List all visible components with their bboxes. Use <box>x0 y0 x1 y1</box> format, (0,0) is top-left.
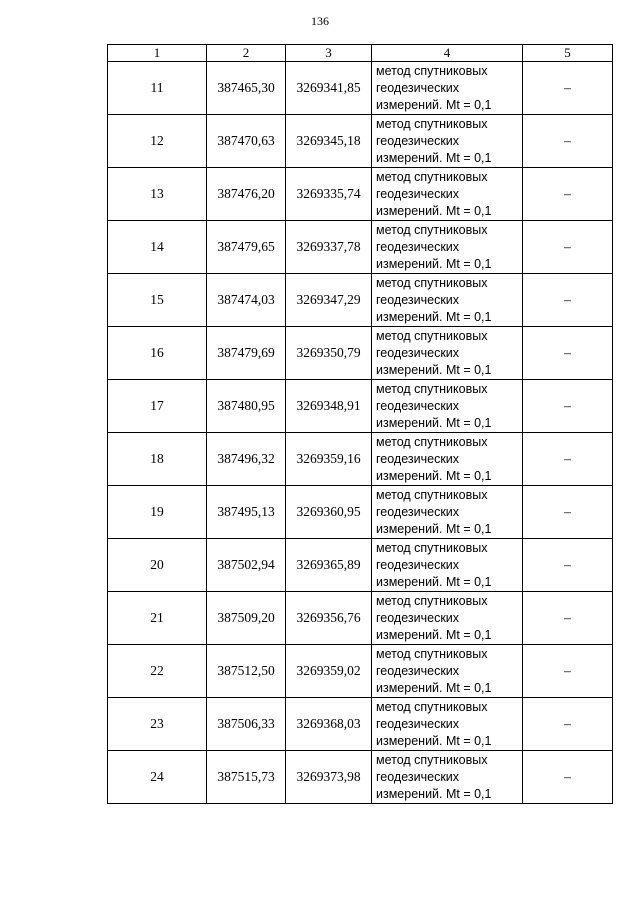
method-cell <box>372 380 523 433</box>
point-number-cell: 13 <box>108 168 207 221</box>
method-line: геодезических <box>376 133 460 148</box>
point-number-cell: 17 <box>108 380 207 433</box>
point-number-cell: 22 <box>108 645 207 698</box>
table-row <box>108 115 613 168</box>
table-body <box>108 62 613 804</box>
method-cell <box>372 62 523 115</box>
method-line: измерений. Mt = 0,1 <box>376 97 492 112</box>
method-line: измерений. Mt = 0,1 <box>376 574 492 589</box>
table-row <box>108 698 613 751</box>
note-cell: – <box>523 645 613 698</box>
table-row <box>108 645 613 698</box>
table-row <box>108 168 613 221</box>
method-cell <box>372 486 523 539</box>
method-line: метод спутниковых <box>376 169 488 184</box>
method-cell <box>372 698 523 751</box>
column-header: 5 <box>523 45 613 62</box>
point-number-cell: 21 <box>108 592 207 645</box>
x-coordinate-cell: 387509,20 <box>207 592 286 645</box>
x-coordinate-cell: 387465,30 <box>207 62 286 115</box>
header-row <box>108 45 613 62</box>
y-coordinate-cell: 3269360,95 <box>286 486 372 539</box>
y-coordinate-cell: 3269337,78 <box>286 221 372 274</box>
table-row <box>108 380 613 433</box>
table-row <box>108 592 613 645</box>
method-line: измерений. Mt = 0,1 <box>376 680 492 695</box>
y-coordinate-cell: 3269359,02 <box>286 645 372 698</box>
method-line: метод спутниковых <box>376 116 488 131</box>
method-line: измерений. Mt = 0,1 <box>376 627 492 642</box>
method-line: метод спутниковых <box>376 752 488 767</box>
y-coordinate-cell: 3269365,89 <box>286 539 372 592</box>
method-line: метод спутниковых <box>376 381 488 396</box>
method-line: измерений. Mt = 0,1 <box>376 256 492 271</box>
method-line: геодезических <box>376 239 460 254</box>
method-cell <box>372 592 523 645</box>
y-coordinate-cell: 3269347,29 <box>286 274 372 327</box>
y-coordinate-cell: 3269373,98 <box>286 751 372 804</box>
point-number-cell: 14 <box>108 221 207 274</box>
x-coordinate-cell: 387474,03 <box>207 274 286 327</box>
method-line: измерений. Mt = 0,1 <box>376 521 492 536</box>
method-line: геодезических <box>376 610 460 625</box>
method-line: геодезических <box>376 769 460 784</box>
note-cell: – <box>523 168 613 221</box>
y-coordinate-cell: 3269345,18 <box>286 115 372 168</box>
table-row <box>108 751 613 804</box>
method-cell <box>372 645 523 698</box>
x-coordinate-cell: 387479,65 <box>207 221 286 274</box>
x-coordinate-cell: 387502,94 <box>207 539 286 592</box>
method-line: метод спутниковых <box>376 540 488 555</box>
method-line: геодезических <box>376 557 460 572</box>
method-cell <box>372 221 523 274</box>
column-header: 3 <box>286 45 372 62</box>
note-cell: – <box>523 380 613 433</box>
table-row <box>108 433 613 486</box>
point-number-cell: 12 <box>108 115 207 168</box>
x-coordinate-cell: 387495,13 <box>207 486 286 539</box>
note-cell: – <box>523 221 613 274</box>
note-cell: – <box>523 274 613 327</box>
method-line: метод спутниковых <box>376 487 488 502</box>
y-coordinate-cell: 3269341,85 <box>286 62 372 115</box>
y-coordinate-cell: 3269348,91 <box>286 380 372 433</box>
method-line: геодезических <box>376 345 460 360</box>
method-line: геодезических <box>376 716 460 731</box>
method-line: геодезических <box>376 80 460 95</box>
note-cell: – <box>523 592 613 645</box>
method-line: измерений. Mt = 0,1 <box>376 150 492 165</box>
method-cell <box>372 274 523 327</box>
method-line: геодезических <box>376 398 460 413</box>
y-coordinate-cell: 3269368,03 <box>286 698 372 751</box>
method-line: метод спутниковых <box>376 434 488 449</box>
note-cell: – <box>523 62 613 115</box>
y-coordinate-cell: 3269335,74 <box>286 168 372 221</box>
note-cell: – <box>523 751 613 804</box>
method-line: геодезических <box>376 186 460 201</box>
table-row <box>108 274 613 327</box>
table-row <box>108 221 613 274</box>
method-line: метод спутниковых <box>376 63 488 78</box>
y-coordinate-cell: 3269359,16 <box>286 433 372 486</box>
method-line: измерений. Mt = 0,1 <box>376 309 492 324</box>
method-line: геодезических <box>376 663 460 678</box>
page-number: 136 <box>311 14 329 28</box>
note-cell: – <box>523 115 613 168</box>
table-row <box>108 327 613 380</box>
x-coordinate-cell: 387479,69 <box>207 327 286 380</box>
method-line: измерений. Mt = 0,1 <box>376 362 492 377</box>
note-cell: – <box>523 698 613 751</box>
point-number-cell: 18 <box>108 433 207 486</box>
method-line: метод спутниковых <box>376 222 488 237</box>
x-coordinate-cell: 387512,50 <box>207 645 286 698</box>
x-coordinate-cell: 387496,32 <box>207 433 286 486</box>
method-cell <box>372 327 523 380</box>
x-coordinate-cell: 387476,20 <box>207 168 286 221</box>
method-line: метод спутниковых <box>376 699 488 714</box>
method-line: геодезических <box>376 504 460 519</box>
method-line: геодезических <box>376 451 460 466</box>
note-cell: – <box>523 433 613 486</box>
method-cell <box>372 168 523 221</box>
y-coordinate-cell: 3269350,79 <box>286 327 372 380</box>
method-line: измерений. Mt = 0,1 <box>376 468 492 483</box>
point-number-cell: 23 <box>108 698 207 751</box>
x-coordinate-cell: 387515,73 <box>207 751 286 804</box>
point-number-cell: 20 <box>108 539 207 592</box>
method-line: измерений. Mt = 0,1 <box>376 415 492 430</box>
y-coordinate-cell: 3269356,76 <box>286 592 372 645</box>
note-cell: – <box>523 486 613 539</box>
method-line: измерений. Mt = 0,1 <box>376 786 492 801</box>
table-row <box>108 62 613 115</box>
column-header: 4 <box>372 45 523 62</box>
note-cell: – <box>523 327 613 380</box>
point-number-cell: 19 <box>108 486 207 539</box>
table-row <box>108 539 613 592</box>
point-number-cell: 24 <box>108 751 207 804</box>
method-line: метод спутниковых <box>376 646 488 661</box>
coordinates-table <box>107 44 613 804</box>
note-cell: – <box>523 539 613 592</box>
x-coordinate-cell: 387480,95 <box>207 380 286 433</box>
method-cell <box>372 433 523 486</box>
method-line: метод спутниковых <box>376 275 488 290</box>
column-header: 2 <box>207 45 286 62</box>
method-cell <box>372 751 523 804</box>
method-line: геодезических <box>376 292 460 307</box>
x-coordinate-cell: 387470,63 <box>207 115 286 168</box>
table-row <box>108 486 613 539</box>
x-coordinate-cell: 387506,33 <box>207 698 286 751</box>
method-line: измерений. Mt = 0,1 <box>376 203 492 218</box>
method-cell <box>372 115 523 168</box>
column-header: 1 <box>108 45 207 62</box>
point-number-cell: 16 <box>108 327 207 380</box>
method-line: метод спутниковых <box>376 593 488 608</box>
method-line: измерений. Mt = 0,1 <box>376 733 492 748</box>
method-line: метод спутниковых <box>376 328 488 343</box>
method-cell <box>372 539 523 592</box>
point-number-cell: 11 <box>108 62 207 115</box>
point-number-cell: 15 <box>108 274 207 327</box>
